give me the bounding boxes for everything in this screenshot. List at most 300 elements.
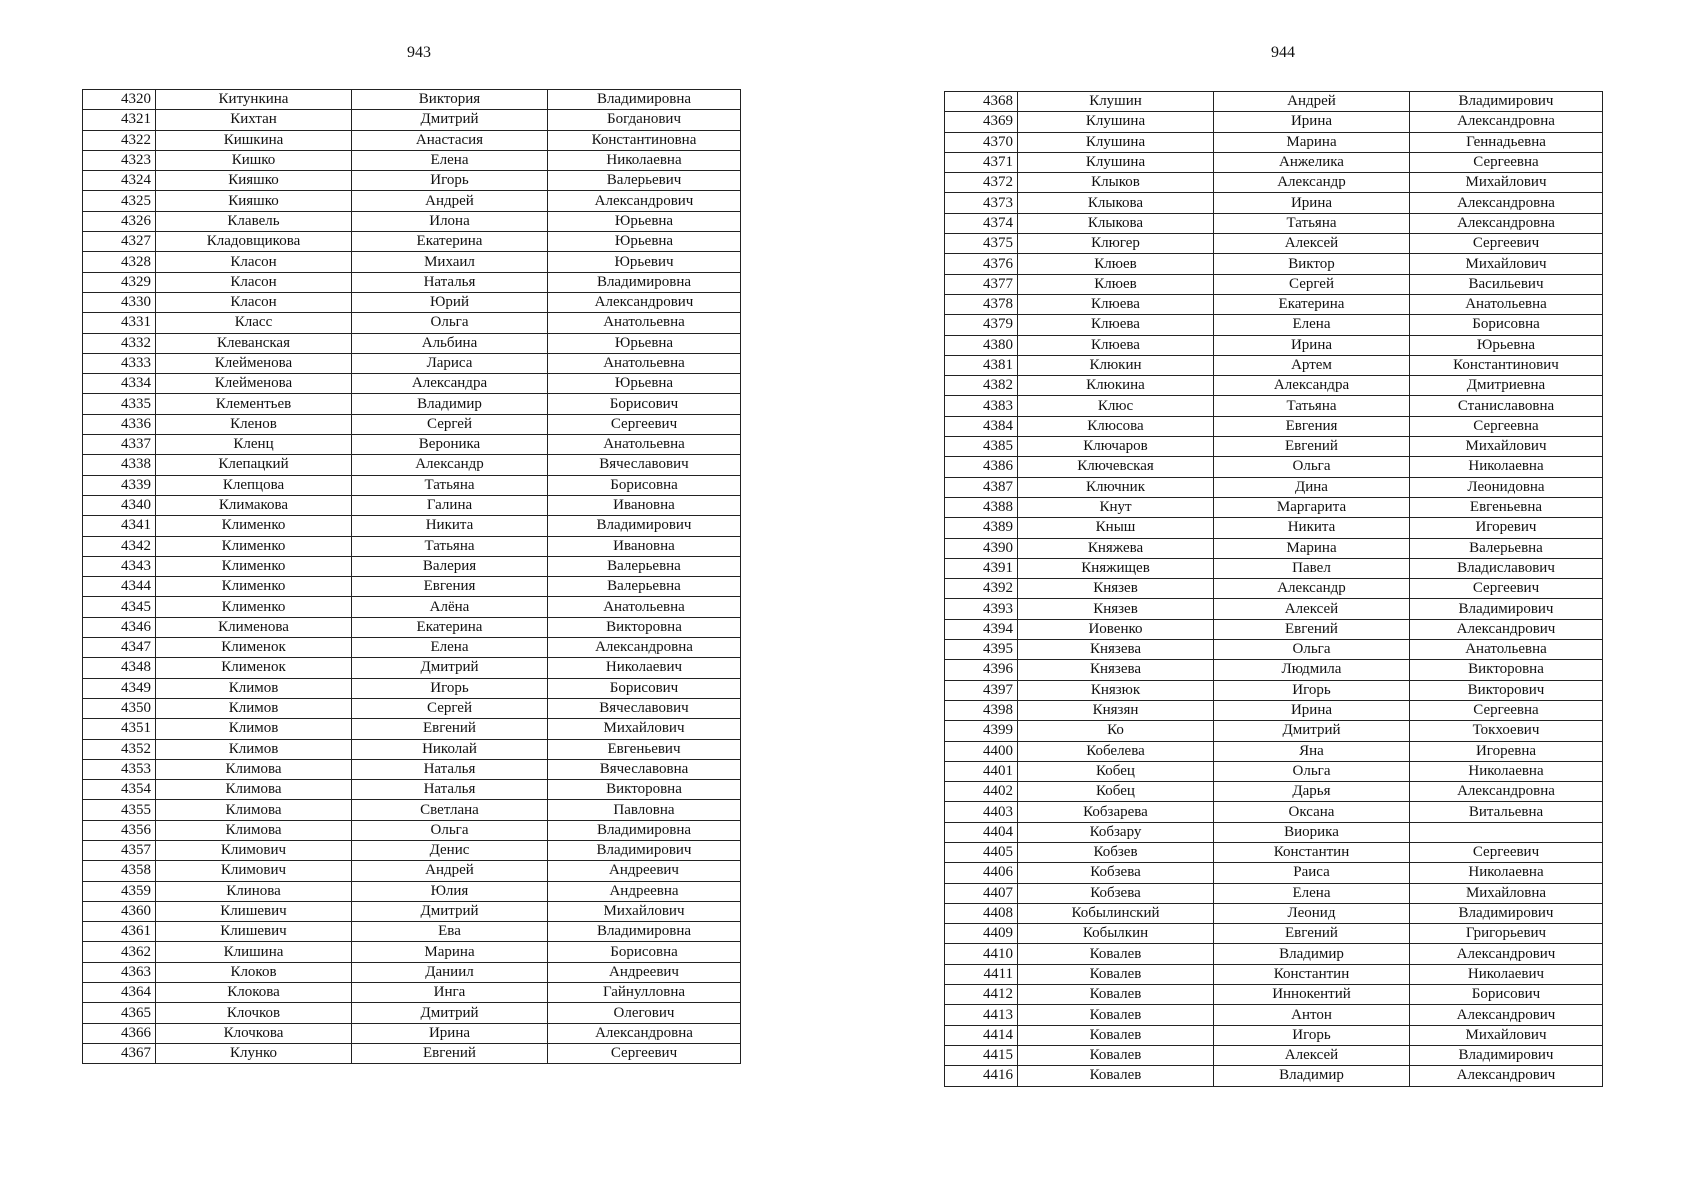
surname-cell: Клюева (1018, 315, 1214, 335)
row-number: 4322 (83, 130, 156, 150)
patronymic-cell: Николаевна (1410, 863, 1603, 883)
surname-cell: Ковалев (1018, 1025, 1214, 1045)
table-row (83, 901, 741, 921)
first-name-cell: Дмитрий (352, 1003, 548, 1023)
first-name-cell: Никита (1214, 518, 1410, 538)
table-row (945, 396, 1603, 416)
table-row (83, 536, 741, 556)
row-number: 4362 (83, 942, 156, 962)
first-name-cell: Наталья (352, 759, 548, 779)
patronymic-cell: Станиславовна (1410, 396, 1603, 416)
row-number: 4343 (83, 556, 156, 576)
patronymic-cell: Геннадьевна (1410, 132, 1603, 152)
table-row (83, 719, 741, 739)
patronymic-cell: Евгеньевич (548, 739, 741, 759)
row-number: 4371 (945, 152, 1018, 172)
patronymic-cell: Константиновна (548, 130, 741, 150)
row-number: 4355 (83, 800, 156, 820)
table-row (83, 780, 741, 800)
surname-cell: Кобзев (1018, 842, 1214, 862)
patronymic-cell: Валерьевна (1410, 538, 1603, 558)
first-name-cell: Татьяна (1214, 213, 1410, 233)
row-number: 4410 (945, 944, 1018, 964)
surname-cell: Класон (156, 272, 352, 292)
surname-cell: Клочков (156, 1003, 352, 1023)
row-number: 4384 (945, 416, 1018, 436)
surname-cell: Климова (156, 759, 352, 779)
table-row (945, 660, 1603, 680)
first-name-cell: Иннокентий (1214, 985, 1410, 1005)
surname-cell: Кобец (1018, 761, 1214, 781)
patronymic-cell: Михайлович (1410, 254, 1603, 274)
patronymic-cell: Михайлович (1410, 1025, 1603, 1045)
table-row (83, 414, 741, 434)
surname-cell: Климова (156, 820, 352, 840)
surname-cell: Клунко (156, 1043, 352, 1063)
patronymic-cell: Николаевна (1410, 457, 1603, 477)
surname-cell: Клыкова (1018, 193, 1214, 213)
row-number: 4350 (83, 698, 156, 718)
row-number: 4375 (945, 234, 1018, 254)
surname-cell: Климов (156, 719, 352, 739)
table-row (945, 579, 1603, 599)
first-name-cell: Ева (352, 922, 548, 942)
table-row (83, 1043, 741, 1063)
table-row (945, 1066, 1603, 1086)
patronymic-cell: Гайнулловна (548, 983, 741, 1003)
first-name-cell: Даниил (352, 962, 548, 982)
patronymic-cell: Анатольевна (548, 313, 741, 333)
patronymic-cell: Викторович (1410, 680, 1603, 700)
row-number: 4396 (945, 660, 1018, 680)
first-name-cell: Павел (1214, 558, 1410, 578)
first-name-cell: Дмитрий (352, 901, 548, 921)
first-name-cell: Александра (1214, 376, 1410, 396)
surname-cell: Кныш (1018, 518, 1214, 538)
surname-cell: Клушина (1018, 132, 1214, 152)
patronymic-cell: Анатольевна (548, 597, 741, 617)
table-row (945, 193, 1603, 213)
table-row (83, 638, 741, 658)
table-row (83, 678, 741, 698)
patronymic-cell: Владимировна (548, 820, 741, 840)
patronymic-cell: Михайловна (1410, 883, 1603, 903)
first-name-cell: Алексей (1214, 599, 1410, 619)
row-number: 4416 (945, 1066, 1018, 1086)
patronymic-cell: Юрьевна (548, 211, 741, 231)
table-row (945, 254, 1603, 274)
surname-cell: Климова (156, 780, 352, 800)
table-row (83, 1003, 741, 1023)
patronymic-cell: Сергеевич (548, 414, 741, 434)
row-number: 4381 (945, 355, 1018, 375)
patronymic-cell: Владимирович (548, 516, 741, 536)
first-name-cell: Наталья (352, 272, 548, 292)
surname-cell: Клименко (156, 516, 352, 536)
patronymic-cell: Александровна (1410, 213, 1603, 233)
row-number: 4394 (945, 619, 1018, 639)
table-row (945, 964, 1603, 984)
surname-cell: Клюкина (1018, 376, 1214, 396)
first-name-cell: Александра (352, 374, 548, 394)
table-row (945, 457, 1603, 477)
patronymic-cell: Вячеславович (548, 698, 741, 718)
row-number: 4356 (83, 820, 156, 840)
first-name-cell: Михаил (352, 252, 548, 272)
first-name-cell: Ирина (1214, 700, 1410, 720)
patronymic-cell: Анатольевна (1410, 640, 1603, 660)
table-row (83, 597, 741, 617)
table-row (83, 922, 741, 942)
patronymic-cell: Николаевич (1410, 964, 1603, 984)
surname-cell: Кобелева (1018, 741, 1214, 761)
surname-cell: Ключевская (1018, 457, 1214, 477)
table-row (945, 822, 1603, 842)
row-number: 4415 (945, 1045, 1018, 1065)
row-number: 4393 (945, 599, 1018, 619)
patronymic-cell: Николаевна (1410, 761, 1603, 781)
table-row (83, 353, 741, 373)
first-name-cell: Константин (1214, 842, 1410, 862)
row-number: 4365 (83, 1003, 156, 1023)
table-row (83, 272, 741, 292)
row-number: 4397 (945, 680, 1018, 700)
table-row (83, 90, 741, 110)
table-row (83, 617, 741, 637)
surname-cell: Класон (156, 252, 352, 272)
table-row (83, 435, 741, 455)
patronymic-cell: Борисовна (548, 942, 741, 962)
row-number: 4336 (83, 414, 156, 434)
row-number: 4413 (945, 1005, 1018, 1025)
surname-cell: Князев (1018, 579, 1214, 599)
patronymic-cell: Юрьевна (548, 232, 741, 252)
row-number: 4357 (83, 840, 156, 860)
row-number: 4367 (83, 1043, 156, 1063)
table-row (945, 234, 1603, 254)
table-row (945, 497, 1603, 517)
first-name-cell: Раиса (1214, 863, 1410, 883)
surname-cell: Княжищев (1018, 558, 1214, 578)
first-name-cell: Вероника (352, 435, 548, 455)
patronymic-cell: Юрьевна (548, 333, 741, 353)
table-row (945, 92, 1603, 112)
first-name-cell: Марина (352, 942, 548, 962)
row-number: 4383 (945, 396, 1018, 416)
first-name-cell: Екатерина (1214, 294, 1410, 314)
surname-cell: Клавель (156, 211, 352, 231)
patronymic-cell: Викторовна (548, 617, 741, 637)
left-page-number: 943 (407, 44, 431, 61)
table-row (945, 518, 1603, 538)
first-name-cell: Сергей (352, 414, 548, 434)
table-row (945, 700, 1603, 720)
first-name-cell: Юлия (352, 881, 548, 901)
table-row (83, 1023, 741, 1043)
first-name-cell: Владимир (1214, 944, 1410, 964)
row-number: 4404 (945, 822, 1018, 842)
first-name-cell: Владимир (352, 394, 548, 414)
table-row (945, 558, 1603, 578)
first-name-cell: Дина (1214, 477, 1410, 497)
surname-cell: Ко (1018, 721, 1214, 741)
row-number: 4398 (945, 700, 1018, 720)
table-row (83, 394, 741, 414)
surname-cell: Ковалев (1018, 1045, 1214, 1065)
first-name-cell: Николай (352, 739, 548, 759)
table-row (945, 112, 1603, 132)
patronymic-cell: Вячеславович (548, 455, 741, 475)
patronymic-cell: Михайлович (1410, 437, 1603, 457)
surname-cell: Клейменова (156, 353, 352, 373)
row-number: 4359 (83, 881, 156, 901)
patronymic-cell: Валерьевна (548, 556, 741, 576)
patronymic-cell: Сергеевна (1410, 152, 1603, 172)
surname-cell: Клюсова (1018, 416, 1214, 436)
surname-cell: Клочкова (156, 1023, 352, 1043)
patronymic-cell: Александровна (548, 1023, 741, 1043)
row-number: 4327 (83, 232, 156, 252)
patronymic-cell: Вячеславовна (548, 759, 741, 779)
first-name-cell: Александр (352, 455, 548, 475)
surname-cell: Клюев (1018, 274, 1214, 294)
row-number: 4329 (83, 272, 156, 292)
patronymic-cell: Сергеевич (1410, 579, 1603, 599)
table-row (83, 374, 741, 394)
first-name-cell: Елена (1214, 315, 1410, 335)
row-number: 4338 (83, 455, 156, 475)
row-number: 4369 (945, 112, 1018, 132)
table-row (945, 761, 1603, 781)
first-name-cell: Дмитрий (352, 658, 548, 678)
first-name-cell: Ольга (1214, 640, 1410, 660)
first-name-cell: Андрей (352, 191, 548, 211)
table-row (945, 437, 1603, 457)
surname-cell: Клименова (156, 617, 352, 637)
first-name-cell: Ольга (352, 313, 548, 333)
right-names-table (944, 91, 1603, 1087)
first-name-cell: Евгения (352, 577, 548, 597)
table-row (945, 315, 1603, 335)
surname-cell: Клименко (156, 597, 352, 617)
table-row (945, 132, 1603, 152)
surname-cell: Кишко (156, 150, 352, 170)
surname-cell: Клоков (156, 962, 352, 982)
row-number: 4333 (83, 353, 156, 373)
first-name-cell: Евгения (1214, 416, 1410, 436)
table-row (83, 942, 741, 962)
patronymic-cell: Анатольевна (548, 435, 741, 455)
surname-cell: Ковалев (1018, 964, 1214, 984)
patronymic-cell: Валерьевич (548, 171, 741, 191)
row-number: 4392 (945, 579, 1018, 599)
row-number: 4325 (83, 191, 156, 211)
table-row (945, 538, 1603, 558)
patronymic-cell: Борисович (548, 678, 741, 698)
patronymic-cell: Леонидовна (1410, 477, 1603, 497)
row-number: 4382 (945, 376, 1018, 396)
table-row (945, 924, 1603, 944)
surname-cell: Кобзева (1018, 863, 1214, 883)
patronymic-cell: Витальевна (1410, 802, 1603, 822)
first-name-cell: Сергей (1214, 274, 1410, 294)
patronymic-cell: Токхоевич (1410, 721, 1603, 741)
surname-cell: Клюев (1018, 254, 1214, 274)
surname-cell: Климакова (156, 495, 352, 515)
surname-cell: Ковалев (1018, 1005, 1214, 1025)
row-number: 4405 (945, 842, 1018, 862)
row-number: 4321 (83, 110, 156, 130)
first-name-cell: Никита (352, 516, 548, 536)
surname-cell: Клушина (1018, 152, 1214, 172)
row-number: 4345 (83, 597, 156, 617)
row-number: 4380 (945, 335, 1018, 355)
first-name-cell: Татьяна (352, 475, 548, 495)
patronymic-cell: Игоревич (1410, 518, 1603, 538)
surname-cell: Князева (1018, 640, 1214, 660)
patronymic-cell: Борисович (548, 394, 741, 414)
surname-cell: Кобылкин (1018, 924, 1214, 944)
first-name-cell: Илона (352, 211, 548, 231)
patronymic-cell: Александрович (1410, 944, 1603, 964)
first-name-cell: Галина (352, 495, 548, 515)
row-number: 4324 (83, 171, 156, 191)
row-number: 4360 (83, 901, 156, 921)
row-number: 4364 (83, 983, 156, 1003)
table-row (83, 191, 741, 211)
row-number: 4344 (83, 577, 156, 597)
patronymic-cell: Андреевна (548, 881, 741, 901)
table-row (83, 211, 741, 231)
surname-cell: Кленов (156, 414, 352, 434)
surname-cell: Кобзару (1018, 822, 1214, 842)
table-row (83, 495, 741, 515)
row-number: 4377 (945, 274, 1018, 294)
table-row (83, 820, 741, 840)
first-name-cell: Елена (1214, 883, 1410, 903)
row-number: 4402 (945, 782, 1018, 802)
row-number: 4342 (83, 536, 156, 556)
surname-cell: Клюгер (1018, 234, 1214, 254)
patronymic-cell: Константинович (1410, 355, 1603, 375)
first-name-cell: Людмила (1214, 660, 1410, 680)
row-number: 4358 (83, 861, 156, 881)
first-name-cell: Леонид (1214, 903, 1410, 923)
patronymic-cell: Владимирович (548, 840, 741, 860)
row-number: 4412 (945, 985, 1018, 1005)
surname-cell: Климов (156, 739, 352, 759)
row-number: 4372 (945, 173, 1018, 193)
row-number: 4411 (945, 964, 1018, 984)
surname-cell: Кияшко (156, 191, 352, 211)
table-row (945, 680, 1603, 700)
first-name-cell: Елена (352, 150, 548, 170)
surname-cell: Клыкова (1018, 213, 1214, 233)
first-name-cell: Артем (1214, 355, 1410, 375)
row-number: 4328 (83, 252, 156, 272)
patronymic-cell: Ивановна (548, 536, 741, 556)
surname-cell: Кишкина (156, 130, 352, 150)
patronymic-cell: Александровна (548, 638, 741, 658)
table-row (83, 455, 741, 475)
table-row (83, 840, 741, 860)
surname-cell: Кнут (1018, 497, 1214, 517)
surname-cell: Клокова (156, 983, 352, 1003)
first-name-cell: Александр (1214, 173, 1410, 193)
table-row (945, 152, 1603, 172)
patronymic-cell: Николаевна (548, 150, 741, 170)
table-row (945, 376, 1603, 396)
first-name-cell: Екатерина (352, 232, 548, 252)
first-name-cell: Елена (352, 638, 548, 658)
row-number: 4334 (83, 374, 156, 394)
first-name-cell: Юрий (352, 292, 548, 312)
surname-cell: Княжева (1018, 538, 1214, 558)
table-row (83, 232, 741, 252)
surname-cell: Климов (156, 678, 352, 698)
surname-cell: Клишевич (156, 922, 352, 942)
patronymic-cell: Сергеевич (1410, 234, 1603, 254)
patronymic-cell: Богданович (548, 110, 741, 130)
row-number: 4351 (83, 719, 156, 739)
table-row (83, 556, 741, 576)
surname-cell: Клименко (156, 556, 352, 576)
surname-cell: Кобылинский (1018, 903, 1214, 923)
row-number: 4399 (945, 721, 1018, 741)
table-row (945, 294, 1603, 314)
table-row (83, 577, 741, 597)
row-number: 4353 (83, 759, 156, 779)
left-names-table (82, 89, 741, 1064)
surname-cell: Ковалев (1018, 1066, 1214, 1086)
surname-cell: Клименок (156, 638, 352, 658)
patronymic-cell: Валерьевна (548, 577, 741, 597)
row-number: 4354 (83, 780, 156, 800)
surname-cell: Клименко (156, 536, 352, 556)
first-name-cell: Евгений (1214, 924, 1410, 944)
first-name-cell: Ольга (1214, 457, 1410, 477)
patronymic-cell: Александрович (1410, 1066, 1603, 1086)
first-name-cell: Оксана (1214, 802, 1410, 822)
patronymic-cell: Сергеевич (1410, 842, 1603, 862)
table-row (945, 842, 1603, 862)
patronymic-cell: Юрьевна (1410, 335, 1603, 355)
row-number: 4337 (83, 435, 156, 455)
table-row (945, 619, 1603, 639)
patronymic-cell: Борисовна (1410, 315, 1603, 335)
first-name-cell: Александр (1214, 579, 1410, 599)
row-number: 4407 (945, 883, 1018, 903)
surname-cell: Клушин (1018, 92, 1214, 112)
first-name-cell: Ирина (1214, 193, 1410, 213)
row-number: 4349 (83, 678, 156, 698)
first-name-cell: Алёна (352, 597, 548, 617)
row-number: 4378 (945, 294, 1018, 314)
patronymic-cell: Александрович (1410, 1005, 1603, 1025)
patronymic-cell: Борисович (1410, 985, 1603, 1005)
row-number: 4400 (945, 741, 1018, 761)
table-row (945, 1025, 1603, 1045)
row-number: 4340 (83, 495, 156, 515)
surname-cell: Клишина (156, 942, 352, 962)
surname-cell: Кобзева (1018, 883, 1214, 903)
surname-cell: Климова (156, 800, 352, 820)
table-row (83, 861, 741, 881)
table-row (945, 782, 1603, 802)
right-page-number: 944 (1271, 44, 1295, 61)
surname-cell: Климович (156, 861, 352, 881)
surname-cell: Князян (1018, 700, 1214, 720)
